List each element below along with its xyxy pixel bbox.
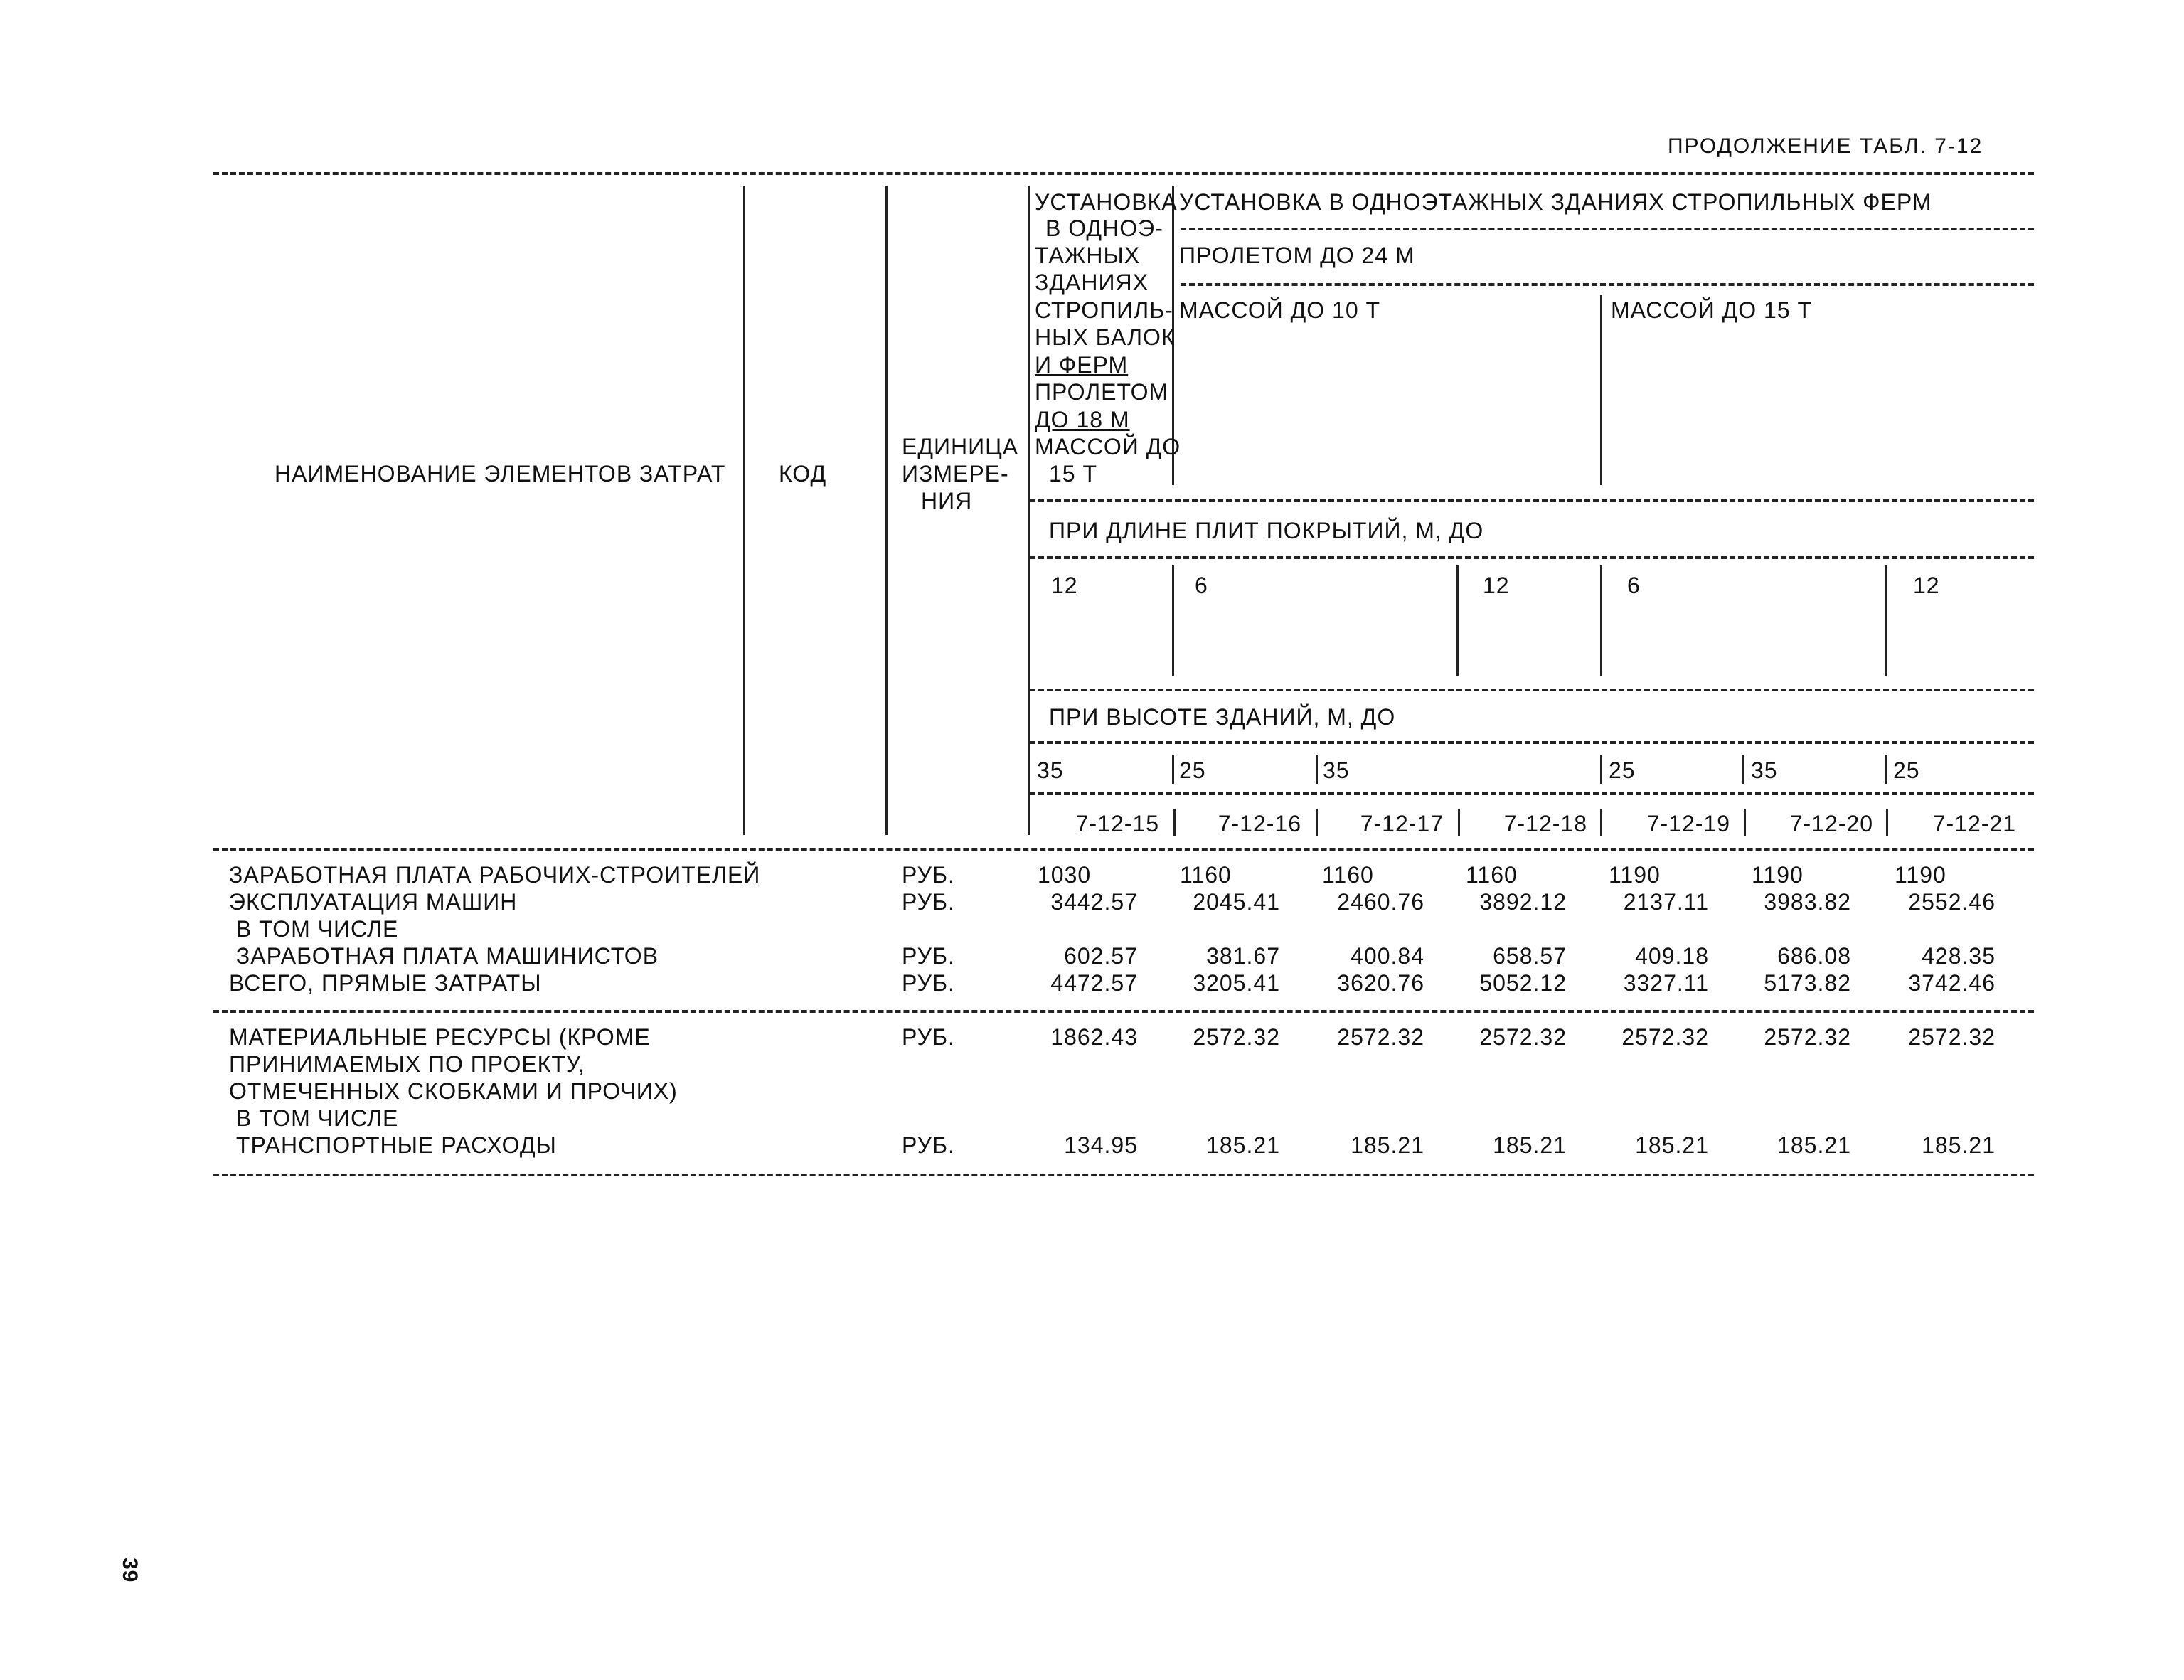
cost-item-unit: РУБ. [902, 862, 955, 888]
slab-length-value: 6 [1195, 573, 1208, 598]
cost-value: 3442.57 [1050, 889, 1138, 915]
cost-value: 3742.46 [1908, 970, 1996, 996]
rate-code-divider [1458, 809, 1460, 836]
cost-value: 1160 [1466, 862, 1518, 888]
rate-code-divider [1600, 809, 1602, 836]
rule-under-height [1030, 741, 2034, 744]
header-bottom-rule [213, 848, 2034, 851]
cost-value: 400.84 [1351, 943, 1424, 969]
cost-value: 1030 [1038, 862, 1092, 888]
mass-15-header: МАССОЙ ДО 15 Т [1611, 297, 1813, 323]
page-number: 39 [118, 1558, 142, 1583]
column-header-unit-1: ЕДИНИЦА [902, 434, 1019, 459]
cost-value: 1160 [1180, 862, 1232, 888]
cost-item-label: ЗАРАБОТНАЯ ПЛАТА РАБОЧИХ-СТРОИТЕЛЕЙ [229, 862, 761, 888]
cost-item-unit: РУБ. [902, 1132, 955, 1158]
rate-code-divider [1886, 809, 1888, 836]
rate-code-divider [1173, 809, 1176, 836]
cost-value: 185.21 [1922, 1132, 1996, 1158]
cost-value: 3620.76 [1337, 970, 1424, 996]
col-divider-mass [1600, 295, 1602, 485]
cost-item-label: В ТОМ ЧИСЛЕ [229, 916, 399, 942]
rule-above-height [1030, 689, 2034, 691]
column-header-unit-3: НИЯ [921, 488, 973, 514]
building-height-value: 35 [1037, 757, 1064, 783]
cost-value: 2137.11 [1623, 889, 1709, 915]
cost-value: 185.21 [1351, 1132, 1424, 1158]
cost-value: 1190 [1895, 862, 1946, 888]
cost-item-label: МАТЕРИАЛЬНЫЕ РЕСУРСЫ (КРОМЕ [229, 1024, 651, 1050]
rate-code: 7-12-20 [1789, 811, 1873, 836]
slab-length-value: 6 [1627, 573, 1641, 598]
building-height-value: 35 [1751, 757, 1778, 783]
column-header-code: КОД [779, 461, 827, 487]
single-header-4: ЗДАНИЯХ [1035, 270, 1149, 295]
cost-item-label: ВСЕГО, ПРЯМЫЕ ЗАТРАТЫ [229, 970, 542, 996]
single-header-9: ДО 18 М [1035, 407, 1130, 432]
cost-value: 2572.32 [1908, 1024, 1996, 1050]
cost-value: 1862.43 [1050, 1024, 1138, 1050]
building-height-value: 25 [1179, 757, 1206, 783]
rate-code-divider [1316, 809, 1318, 836]
rate-code: 7-12-19 [1646, 811, 1730, 836]
cost-value: 5173.82 [1764, 970, 1851, 996]
single-header-7: И ФЕРМ [1035, 352, 1129, 378]
cost-value: 2572.32 [1621, 1024, 1709, 1050]
single-header-1: УСТАНОВКА [1035, 189, 1178, 215]
column-header-name: НАИМЕНОВАНИЕ ЭЛЕМЕНТОВ ЗАТРАТ [275, 461, 726, 487]
cost-value: 5052.12 [1479, 970, 1567, 996]
single-header-11: 15 Т [1049, 461, 1098, 487]
single-header-10: МАССОЙ ДО [1035, 434, 1181, 459]
building-height-divider [1316, 755, 1318, 784]
cost-value: 686.08 [1777, 943, 1851, 969]
cost-item-unit: РУБ. [902, 1024, 955, 1050]
building-height-divider [1600, 755, 1602, 784]
col-divider-unit [1028, 186, 1030, 835]
cost-item-label: ЭКСПЛУАТАЦИЯ МАШИН [229, 889, 518, 915]
cost-value: 1160 [1322, 862, 1374, 888]
slab-length-value: 12 [1051, 573, 1078, 598]
mass-10-header: МАССОЙ ДО 10 Т [1179, 297, 1381, 323]
rate-code: 7-12-21 [1932, 811, 2016, 836]
cost-value: 134.95 [1064, 1132, 1138, 1158]
building-height-divider [1742, 755, 1744, 784]
cost-value: 1190 [1752, 862, 1804, 888]
col-divider-code [885, 186, 888, 835]
slab-length-divider [1172, 565, 1174, 676]
rule-above-codes [1030, 792, 2034, 795]
cost-item-label: ЗАРАБОТНАЯ ПЛАТА МАШИНИСТОВ [229, 943, 659, 969]
cost-value: 4472.57 [1050, 970, 1138, 996]
cost-value: 185.21 [1635, 1132, 1709, 1158]
slab-length-divider [1600, 565, 1602, 676]
cost-value: 2460.76 [1337, 889, 1424, 915]
building-height-divider [1172, 755, 1174, 784]
slab-length-divider [1456, 565, 1459, 676]
cost-value: 2045.41 [1193, 889, 1280, 915]
building-height-value: 25 [1609, 757, 1636, 783]
building-height-header: ПРИ ВЫСОТЕ ЗДАНИЙ, М, ДО [1049, 704, 1396, 730]
cost-value: 3892.12 [1479, 889, 1567, 915]
rate-code: 7-12-15 [1075, 811, 1159, 836]
rate-code: 7-12-17 [1360, 811, 1444, 836]
slab-length-divider [1885, 565, 1887, 676]
cost-value: 2572.32 [1479, 1024, 1567, 1050]
rate-code: 7-12-18 [1503, 811, 1587, 836]
rule-under-main-group [1181, 228, 2034, 230]
span-group-header: ПРОЛЕТОМ ДО 24 М [1179, 243, 1415, 268]
cost-item-label: ОТМЕЧЕННЫХ СКОБКАМИ И ПРОЧИХ) [229, 1078, 678, 1104]
single-header-2: В ОДНОЭ- [1045, 216, 1163, 241]
cost-value: 409.18 [1635, 943, 1709, 969]
section-divider-rule [213, 1010, 2034, 1013]
main-group-header: УСТАНОВКА В ОДНОЭТАЖНЫХ ЗДАНИЯХ СТРОПИЛЬНЫХ ФЕРМ [1179, 189, 1932, 215]
cost-item-label: ТРАНСПОРТНЫЕ РАСХОДЫ [229, 1132, 557, 1158]
cost-value: 602.57 [1064, 943, 1138, 969]
rule-above-slab-length [1030, 499, 2034, 502]
rate-code-divider [1744, 809, 1746, 836]
slab-length-value: 12 [1913, 573, 1940, 598]
column-header-unit-2: ИЗМЕРЕ- [902, 461, 1009, 487]
cost-item-label: В ТОМ ЧИСЛЕ [229, 1105, 399, 1131]
building-height-value: 25 [1893, 757, 1920, 783]
header-top-rule [213, 172, 2034, 175]
slab-length-header: ПРИ ДЛИНЕ ПЛИТ ПОКРЫТИЙ, М, ДО [1049, 518, 1484, 543]
cost-value: 2572.32 [1193, 1024, 1280, 1050]
cost-value: 185.21 [1206, 1132, 1280, 1158]
cost-value: 381.67 [1206, 943, 1280, 969]
rule-under-slab-length [1030, 556, 2034, 559]
cost-item-label: ПРИНИМАЕМЫХ ПО ПРОЕКТУ, [229, 1051, 585, 1077]
cost-value: 2572.32 [1764, 1024, 1851, 1050]
cost-value: 3327.11 [1623, 970, 1709, 996]
cost-value: 3983.82 [1764, 889, 1851, 915]
cost-value: 185.21 [1493, 1132, 1567, 1158]
cost-value: 428.35 [1922, 943, 1996, 969]
table-continuation-title: ПРОДОЛЖЕНИЕ ТАБЛ. 7-12 [1668, 134, 1983, 158]
single-header-6: НЫХ БАЛОК [1035, 324, 1176, 350]
single-header-3: ТАЖНЫХ [1035, 243, 1141, 268]
cost-value: 1190 [1609, 862, 1661, 888]
slab-length-value: 12 [1483, 573, 1510, 598]
building-height-divider [1885, 755, 1887, 784]
rule-under-span-group [1181, 283, 2034, 286]
cost-item-unit: РУБ. [902, 889, 955, 915]
cost-value: 2572.32 [1337, 1024, 1424, 1050]
cost-value: 3205.41 [1193, 970, 1280, 996]
cost-value: 658.57 [1493, 943, 1567, 969]
cost-item-unit: РУБ. [902, 970, 955, 996]
col-divider-name [743, 186, 745, 835]
cost-value: 185.21 [1777, 1132, 1851, 1158]
single-header-5: СТРОПИЛЬ- [1035, 297, 1173, 323]
rate-code: 7-12-16 [1218, 811, 1301, 836]
single-header-8: ПРОЛЕТОМ [1035, 379, 1169, 405]
building-height-value: 35 [1323, 757, 1350, 783]
cost-item-unit: РУБ. [902, 943, 955, 969]
cost-value: 2552.46 [1908, 889, 1996, 915]
table-bottom-rule [213, 1174, 2034, 1176]
